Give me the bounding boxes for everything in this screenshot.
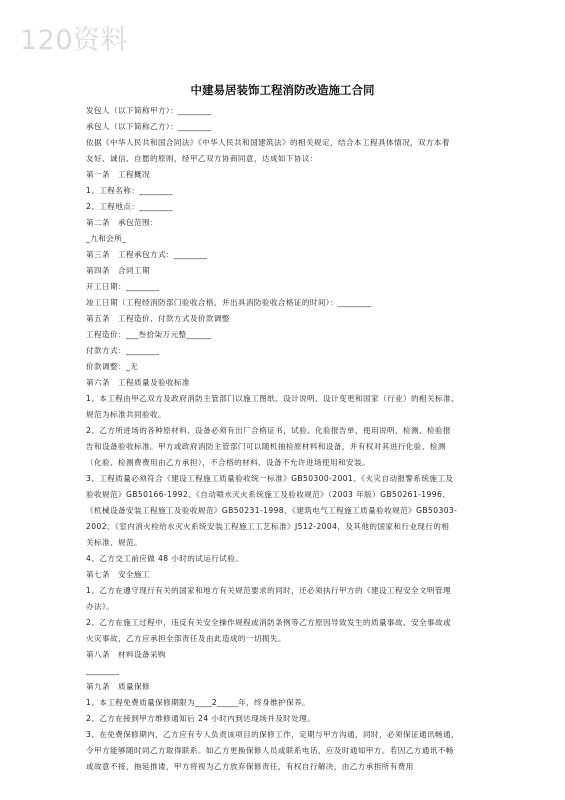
contract-line: 第七条 安全施工 — [86, 570, 150, 579]
contract-line: 第三条 工程承包方式：________ — [86, 250, 208, 259]
contract-line: 2、乙方在接到甲方维修通知后 24 小时内到达现场并及时处理。 — [86, 714, 316, 723]
contract-line: 验收规范》GB50166-1992、《自动喷水灭火系统施工及验收规范》（2003 年版）GB50261-1996、 — [86, 490, 451, 499]
contract-line: 令甲方能够随时同乙方取得联系。如乙方更换保修人员或联系电话，应及时通知甲方。若因乙方通讯不畅 — [86, 746, 454, 755]
contract-line: 2、乙方所进场的各种原材料、设备必须有出厂合格证书，试验、化验报告单，使用说明，检测、检验报 — [86, 426, 451, 435]
contract-line: 《机械设备安装工程施工及验收规范》GB50231-1998、《建筑电气工程施工质量验收规范》GB50303- — [86, 506, 458, 515]
contract-line: 1、本工程由甲乙双方及政府消防主管部门以施工图纸、设计说明、设计变更和国家（行业）的相关标准、 — [86, 394, 459, 403]
contract-line: 3、在免费保修期内，乙方应有专人负责该项目的保修工作，定期与甲方沟通，同时，必须保证通讯畅通， — [86, 730, 459, 739]
contract-line: 1、工程名称：________ — [86, 186, 173, 195]
contract-line: 第八条 材料设备采购 — [86, 650, 166, 659]
contract-line: _九和会所_ — [86, 234, 127, 243]
contract-line: 友好、诚信、自愿的原则，经甲乙双方协商同意，达成如下协议： — [86, 154, 318, 163]
contract-line: 或故意不接，拖延推诿，甲方将视为乙方放弃保修责任，有权自行解决，由乙方承担所有费用 — [86, 762, 414, 771]
contract-line: 火灾事故，乙方应承担全部责任及由此造成的一切损失。 — [86, 634, 286, 643]
watermark: 120资料 — [20, 25, 129, 56]
document-title: 中建易居装饰工程消防改造施工合同 — [190, 83, 375, 97]
contract-line: 付款方式：________ — [86, 346, 160, 355]
contract-line: 依据《中华人民共和国合同法》《中华人民共和国建筑法》的相关规定，结合本工程具体情况，双方本着 — [86, 138, 450, 147]
contract-line: 承包人（以下简称乙方）：________ — [86, 122, 212, 131]
contract-line: 2、工程地点：________ — [86, 202, 173, 211]
contract-line: 2、乙方在施工过程中，违反有关安全操作规程或消防条例等乙方原因导致发生的质量事故、安全事故或 — [86, 618, 451, 627]
contract-line: 告和设备验收标准。甲方或政府消防主管部门可以随机抽检原材料和设备，并有权对其进行化验、检测 — [86, 442, 446, 451]
contract-line: 1、乙方在遵守现行有关的国家和地方有关规范要求的同时，还必须执行甲方的《建设工程安全文明管理 — [86, 586, 451, 595]
contract-line: 发包人（以下简称甲方）：________ — [86, 106, 212, 115]
contract-body — [86, 103, 482, 775]
contract-line: 第二条 承包范围： — [86, 218, 158, 227]
contract-line: 1、本工程免费质量保修期限为____2_____年，终身维护保养。 — [86, 698, 311, 707]
contract-line: 工程造价：___叁拾柒万元整______ — [86, 330, 212, 339]
contract-line: 3、工程质量必须符合《建设工程施工质量验收统一标准》GB50300-2001、《火灾自动报警系统施工及 — [86, 474, 454, 483]
contract-line: 第五条 工程造价、付款方式及价款调整 — [86, 314, 230, 323]
contract-line: 第一条 工程概况 — [86, 170, 150, 179]
contract-line: 关标准、规范。 — [86, 538, 142, 547]
contract-line: 第六条 工程质量及验收标准 — [86, 378, 190, 387]
contract-line: ________ — [86, 666, 120, 675]
contract-line: 办法》。 — [86, 602, 115, 611]
contract-line: （化验、检测费费用由乙方承担），不合格的材料、设备不允许进场使用和安装。 — [86, 458, 370, 467]
contract-line: 4、乙方交工前应做 48 小时的试运行试验。 — [86, 554, 244, 563]
contract-line: 开工日期：________ — [86, 282, 160, 291]
contract-line: 竣工日期（工程经消防部门验收合格，并出具消防验收合格证的时间）：________ — [86, 298, 372, 307]
contract-line: 第九条 质量保修 — [86, 682, 150, 691]
contract-line: 第四条 合同工期 — [86, 266, 150, 275]
contract-line: 2002、《室内消火栓给水灭火系统安装工程施工工艺标准》J512-2004，及其他的国家和行业现行的相 — [86, 522, 450, 531]
contract-line: 价款调整：_无 — [86, 362, 139, 371]
contract-line: 规范为标准共同验收。 — [86, 410, 166, 419]
